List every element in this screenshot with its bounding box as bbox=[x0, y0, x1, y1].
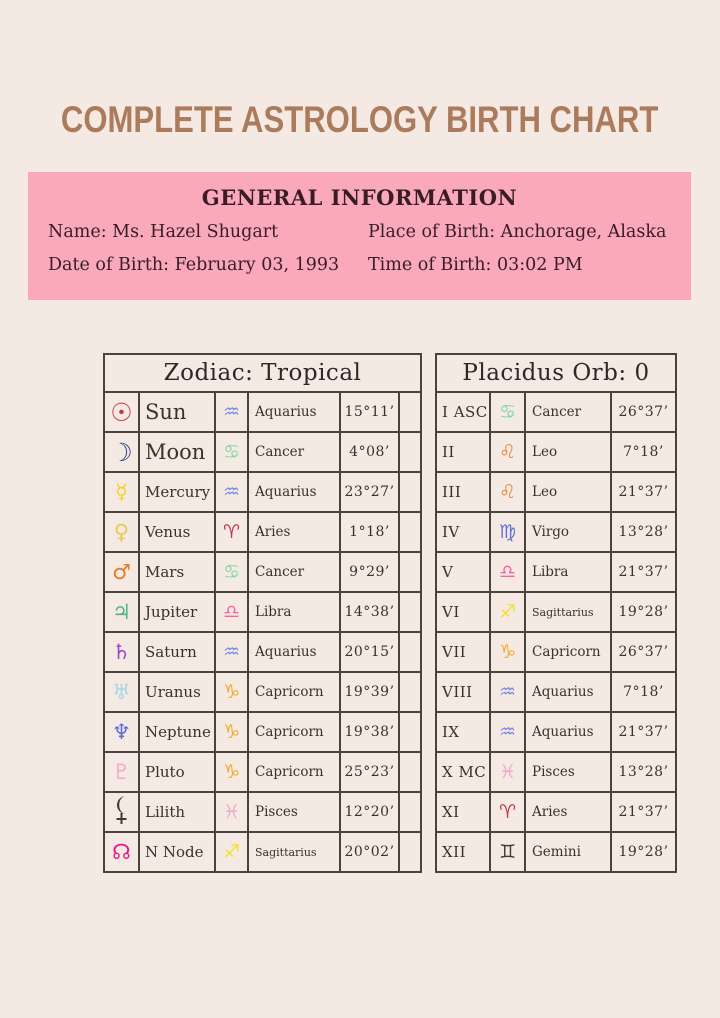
sagittarius-icon: ♐ bbox=[498, 600, 517, 623]
houses-table-header-row bbox=[436, 354, 676, 392]
spacer-cell bbox=[399, 432, 421, 472]
degree-value: 9°29’ bbox=[349, 564, 390, 580]
sign-name: Pisces bbox=[255, 804, 298, 820]
degree-value: 21°37’ bbox=[618, 564, 669, 580]
sign-name: Sagittarius bbox=[255, 845, 317, 859]
neptune-icon: ♆ bbox=[112, 719, 131, 744]
aquarius-icon: ♒ bbox=[222, 640, 241, 663]
degree-value: 1°18’ bbox=[349, 524, 390, 540]
degree-value: 19°39’ bbox=[344, 684, 395, 700]
spacer-cell bbox=[399, 472, 421, 512]
houses-table-row bbox=[436, 432, 676, 472]
page-title: COMPLETE ASTROLOGY BIRTH CHART bbox=[61, 99, 659, 140]
sign-name: Gemini bbox=[532, 844, 581, 860]
planet-name: Mars bbox=[145, 563, 185, 581]
zodiac-table-row bbox=[104, 592, 421, 632]
degree-value: 26°37’ bbox=[618, 404, 669, 420]
degree-value: 7°18’ bbox=[623, 684, 664, 700]
degree-value: 26°37’ bbox=[618, 644, 669, 660]
spacer-cell bbox=[399, 672, 421, 712]
houses-table bbox=[435, 353, 677, 873]
house-label: III bbox=[442, 483, 462, 501]
sagittarius-icon: ♐ bbox=[222, 840, 241, 863]
libra-icon: ♎ bbox=[222, 600, 241, 623]
capricorn-icon: ♑ bbox=[222, 720, 241, 743]
spacer-cell bbox=[399, 552, 421, 592]
leo-icon: ♌ bbox=[498, 440, 517, 463]
aries-icon: ♈ bbox=[222, 520, 241, 543]
degree-value: 12°20’ bbox=[344, 804, 395, 820]
spacer-cell bbox=[399, 392, 421, 432]
house-label: XI bbox=[442, 803, 460, 821]
aquarius-icon: ♒ bbox=[222, 480, 241, 503]
degree-value: 19°38’ bbox=[344, 724, 395, 740]
degree-value: 15°11’ bbox=[344, 404, 395, 420]
houses-table-row bbox=[436, 832, 676, 872]
sign-name: Libra bbox=[532, 564, 569, 580]
capricorn-icon: ♑ bbox=[498, 640, 517, 663]
libra-icon: ♎ bbox=[498, 560, 517, 583]
spacer-cell bbox=[399, 592, 421, 632]
zodiac-table-row bbox=[104, 472, 421, 512]
spacer-cell bbox=[399, 752, 421, 792]
planet-name: Moon bbox=[145, 440, 206, 464]
degree-value: 23°27’ bbox=[344, 484, 395, 500]
houses-table-row bbox=[436, 512, 676, 552]
house-label: X MC bbox=[442, 763, 487, 781]
sign-name: Aquarius bbox=[255, 644, 317, 660]
degree-value: 20°15’ bbox=[344, 644, 395, 660]
house-label: VI bbox=[442, 603, 460, 621]
uranus-icon: ♅ bbox=[112, 679, 131, 704]
house-label: IV bbox=[442, 523, 460, 541]
name-field: Name: Ms. Hazel Shugart bbox=[48, 222, 279, 242]
date-of-birth-field: Date of Birth: February 03, 1993 bbox=[48, 255, 340, 275]
sign-name: Capricorn bbox=[255, 724, 324, 740]
sign-name: Leo bbox=[532, 444, 558, 460]
planet-name: Lilith bbox=[145, 803, 186, 821]
sign-name: Sagittarius bbox=[532, 605, 594, 619]
degree-value: 25°23’ bbox=[344, 764, 395, 780]
aries-icon: ♈ bbox=[498, 800, 517, 823]
cancer-icon: ♋ bbox=[222, 440, 241, 463]
pisces-icon: ♓ bbox=[222, 800, 241, 823]
zodiac-table-row bbox=[104, 832, 421, 872]
spacer-cell bbox=[399, 792, 421, 832]
sign-name: Aquarius bbox=[255, 404, 317, 420]
houses-table-row bbox=[436, 592, 676, 632]
virgo-icon: ♍ bbox=[498, 520, 517, 543]
sign-name: Cancer bbox=[532, 404, 582, 420]
degree-value: 4°08’ bbox=[349, 444, 390, 460]
gemini-icon: ♊ bbox=[498, 840, 517, 863]
houses-table-row bbox=[436, 712, 676, 752]
houses-table-row bbox=[436, 752, 676, 792]
pisces-icon: ♓ bbox=[498, 760, 517, 783]
planet-name: Uranus bbox=[145, 683, 201, 701]
house-label: II bbox=[442, 443, 455, 461]
chart-tables bbox=[103, 353, 677, 873]
sign-name: Aries bbox=[255, 524, 291, 540]
sun-icon: ☉ bbox=[110, 397, 133, 427]
zodiac-table-row bbox=[104, 712, 421, 752]
place-of-birth-field: Place of Birth: Anchorage, Alaska bbox=[368, 222, 667, 242]
degree-value: 21°37’ bbox=[618, 804, 669, 820]
houses-table-row bbox=[436, 552, 676, 592]
capricorn-icon: ♑ bbox=[222, 680, 241, 703]
n-node-icon: ☊ bbox=[112, 839, 131, 864]
degree-value: 19°28’ bbox=[618, 604, 669, 620]
degree-value: 14°38’ bbox=[344, 604, 395, 620]
houses-table-row bbox=[436, 672, 676, 712]
planet-name: N Node bbox=[145, 843, 204, 861]
spacer-cell bbox=[399, 712, 421, 752]
aquarius-icon: ♒ bbox=[222, 400, 241, 423]
houses-table-title: Placidus Orb: 0 bbox=[436, 354, 676, 392]
degree-value: 13°28’ bbox=[618, 524, 669, 540]
sign-name: Aquarius bbox=[532, 684, 594, 700]
mars-icon: ♂ bbox=[112, 559, 131, 584]
general-info-heading: GENERAL INFORMATION bbox=[201, 185, 518, 210]
venus-icon: ♀ bbox=[113, 519, 130, 544]
zodiac-table-row bbox=[104, 392, 421, 432]
zodiac-table-row bbox=[104, 792, 421, 832]
lilith-icon bbox=[111, 795, 132, 825]
sign-name: Cancer bbox=[255, 564, 305, 580]
zodiac-table-row bbox=[104, 672, 421, 712]
sign-name: Capricorn bbox=[255, 764, 324, 780]
degree-value: 21°37’ bbox=[618, 484, 669, 500]
aquarius-icon: ♒ bbox=[498, 680, 517, 703]
sign-name: Aquarius bbox=[532, 724, 594, 740]
aquarius-icon: ♒ bbox=[498, 720, 517, 743]
leo-icon: ♌ bbox=[498, 480, 517, 503]
sign-name: Pisces bbox=[532, 764, 575, 780]
house-label: VII bbox=[442, 643, 467, 661]
zodiac-table-row bbox=[104, 552, 421, 592]
house-label: XII bbox=[442, 843, 467, 861]
general-info-fields bbox=[48, 222, 691, 275]
saturn-icon: ♄ bbox=[112, 639, 131, 664]
degree-value: 21°37’ bbox=[618, 724, 669, 740]
capricorn-icon: ♑ bbox=[222, 760, 241, 783]
degree-value: 20°02’ bbox=[344, 844, 395, 860]
planet-name: Neptune bbox=[145, 723, 211, 741]
house-label: VIII bbox=[442, 683, 473, 701]
time-of-birth-field: Time of Birth: 03:02 PM bbox=[368, 255, 583, 275]
sign-name: Virgo bbox=[532, 524, 570, 540]
degree-value: 7°18’ bbox=[623, 444, 664, 460]
pluto-icon: ♇ bbox=[112, 759, 131, 784]
house-label: I ASC bbox=[442, 403, 488, 421]
sign-name: Aquarius bbox=[255, 484, 317, 500]
spacer-cell bbox=[399, 832, 421, 872]
lilith-icon bbox=[111, 795, 132, 825]
zodiac-table-title: Zodiac: Tropical bbox=[104, 354, 421, 392]
sign-name: Capricorn bbox=[532, 644, 601, 660]
planet-name: Sun bbox=[145, 400, 187, 424]
sign-name: Leo bbox=[532, 484, 558, 500]
sign-name: Cancer bbox=[255, 444, 305, 460]
zodiac-table-row bbox=[104, 752, 421, 792]
zodiac-table bbox=[103, 353, 422, 873]
sign-name: Libra bbox=[255, 604, 292, 620]
zodiac-table-row bbox=[104, 512, 421, 552]
houses-table-row bbox=[436, 392, 676, 432]
house-label: IX bbox=[442, 723, 460, 741]
cancer-icon: ♋ bbox=[222, 560, 241, 583]
general-info-panel bbox=[28, 172, 691, 300]
spacer-cell bbox=[399, 632, 421, 672]
planet-name: Venus bbox=[145, 523, 191, 541]
sign-name: Aries bbox=[532, 804, 568, 820]
zodiac-table-row bbox=[104, 632, 421, 672]
sign-name: Capricorn bbox=[255, 684, 324, 700]
zodiac-table-row bbox=[104, 432, 421, 472]
jupiter-icon: ♃ bbox=[112, 599, 131, 624]
degree-value: 13°28’ bbox=[618, 764, 669, 780]
houses-table-row bbox=[436, 472, 676, 512]
houses-table-row bbox=[436, 632, 676, 672]
spacer-cell bbox=[399, 512, 421, 552]
planet-name: Jupiter bbox=[145, 603, 198, 621]
moon-icon: ☽ bbox=[110, 437, 133, 467]
house-label: V bbox=[442, 563, 454, 581]
houses-table-row bbox=[436, 792, 676, 832]
degree-value: 19°28’ bbox=[618, 844, 669, 860]
zodiac-table-header-row bbox=[104, 354, 421, 392]
cancer-icon: ♋ bbox=[498, 400, 517, 423]
mercury-icon: ☿ bbox=[115, 479, 128, 504]
planet-name: Saturn bbox=[145, 643, 197, 661]
planet-name: Pluto bbox=[145, 763, 185, 781]
planet-name: Mercury bbox=[145, 483, 211, 501]
